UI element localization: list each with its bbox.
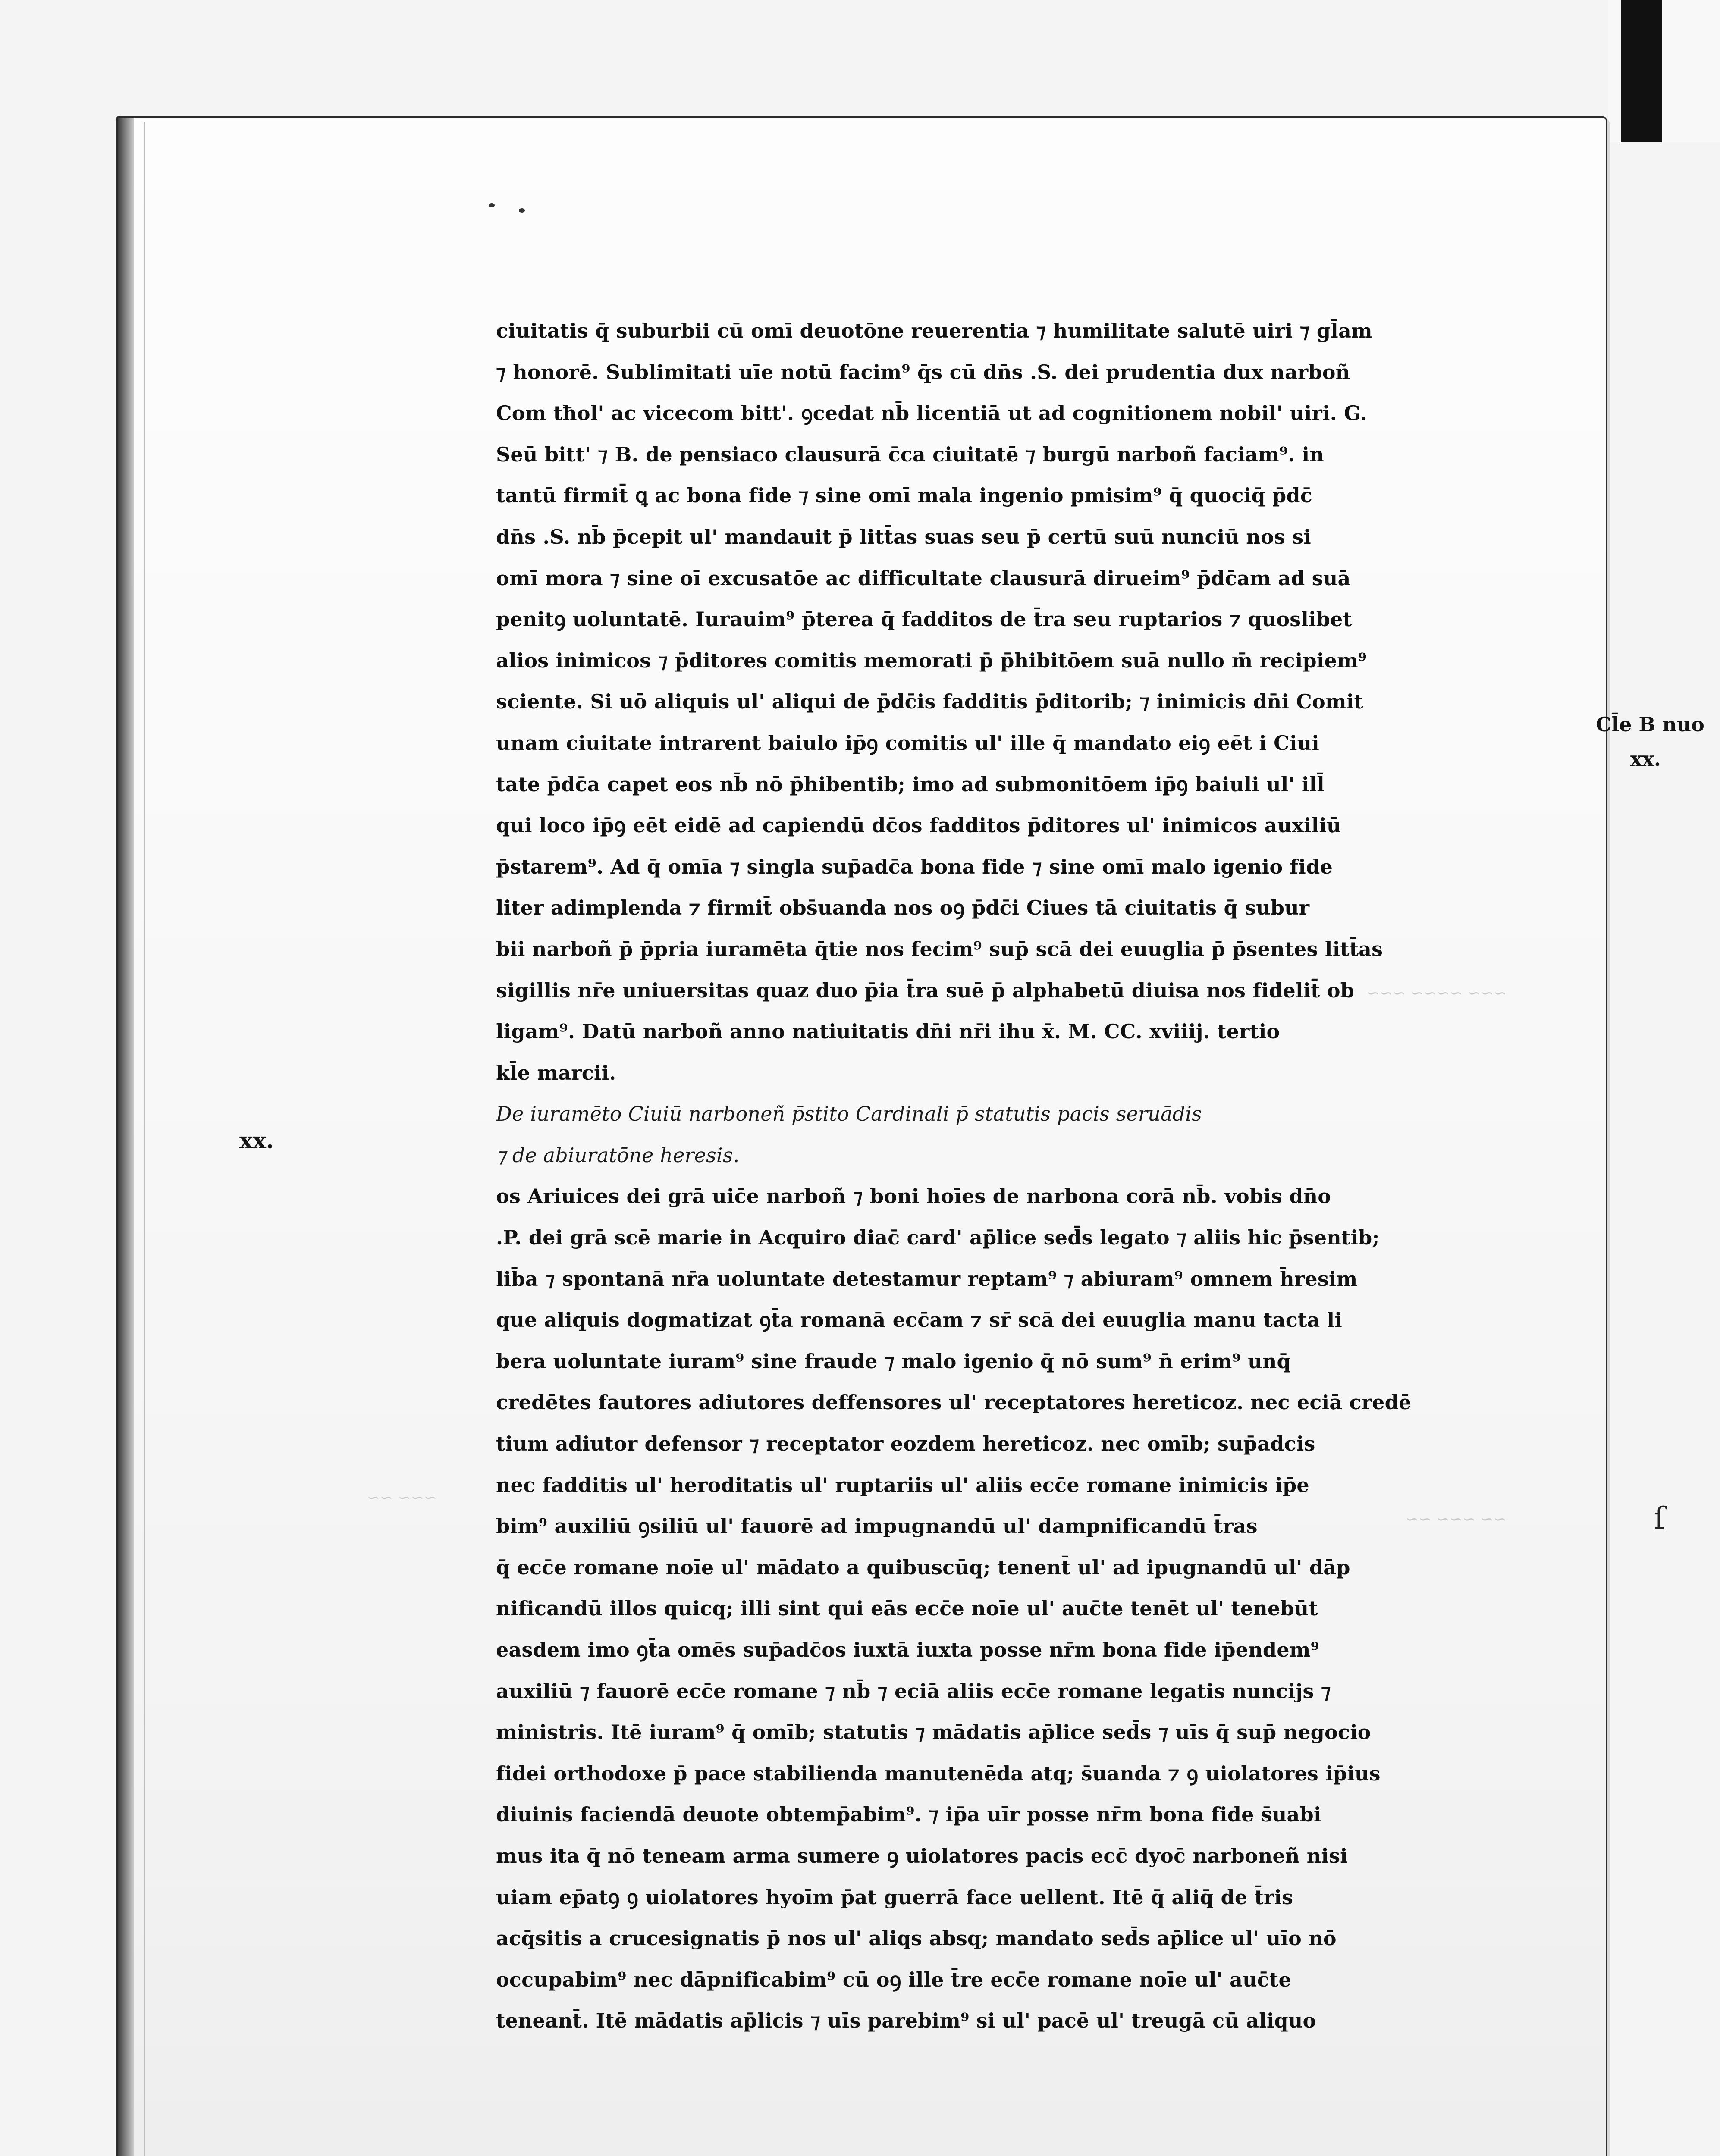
- text-line: fidei orthodoxe p̄ pace stabilienda manutenēda atq; s̄uanda ⁊ ꝯ uiolatores ip̄ius: [496, 1761, 1381, 1785]
- adjacent-leaf-edge-top: [1608, 0, 1720, 142]
- right-margin-note-line: xx.: [1630, 747, 1661, 771]
- text-line: p̄starem⁹. Ad q̄ omīa ⁊ singla sup̄adc̄a bona fide ⁊ sine omī malo igenio fide: [496, 855, 1333, 878]
- text-line: q̄ ecc̄e romane noīe ul' mādato a quibuscūq; tenent̄ ul' ad ipugnandū ul' dāp: [496, 1555, 1350, 1579]
- text-line: bii narboñ p̄ p̄pria iuramēta q̄tie nos fecim⁹ sup̄ scā dei euuglia p̄ p̄sentes litt̄as: [496, 937, 1383, 961]
- text-line: ministris. Itē iuram⁹ q̄ omīb; statutis ⁊ mādatis ap̄lice sed̄s ⁊ uīs q̄ sup̄ negocio: [496, 1720, 1371, 1744]
- text-line: easdem imo ꝯt̄a omēs sup̄adc̄os iuxtā iuxta posse nr̄m bona fide ip̄endem⁹: [496, 1638, 1319, 1661]
- text-line: mus ita q̄ nō teneam arma sumere ꝯ uiolatores pacis ecc̄ dyoc̄ narboneñ nisi: [496, 1844, 1348, 1868]
- text-line: bera uoluntate iuram⁹ sine fraude ⁊ malo igenio q̄ nō sum⁹ n̄ erim⁹ unq̄: [496, 1349, 1291, 1373]
- text-line: teneant̄. Itē mādatis ap̄licis ⁊ uīs parebim⁹ si ul' pacē ul' treugā cū aliquo: [496, 2009, 1316, 2033]
- right-margin-note-line: Cl̄e B nuo: [1596, 713, 1704, 736]
- gutter-line: [144, 122, 145, 2156]
- text-line: nec fadditis ul' heroditatis ul' ruptariis ul' aliis ecc̄e romane inimicis ip̄e: [496, 1473, 1309, 1497]
- text-line: Seū bitt' ⁊ B. de pensiaco clausurā c̄ca ciuitatē ⁊ burgū narboñ faciam⁹. in: [496, 442, 1324, 466]
- text-line: qui loco ip̄ꝯ eēt eidē ad capiendū dc̄os fadditos p̄ditores ul' inimicos auxiliū: [496, 814, 1341, 837]
- text-line: occupabim⁹ nec dāpnificabim⁹ cū oꝯ ille t̄re ecc̄e romane noīe ul' auc̄te: [496, 1968, 1291, 1991]
- left-margin-note: xx.: [239, 1128, 274, 1154]
- text-line: unam ciuitate intrarent baiulo ip̄ꝯ comitis ul' ille q̄ mandato eiꝯ eēt i Ciui: [496, 731, 1319, 755]
- ink-speck: [519, 208, 525, 213]
- text-line: omī mora ⁊ sine oī excusatōe ac difficultate clausurā dirueim⁹ p̄dc̄am ad suā: [496, 566, 1351, 590]
- text-line: tium adiutor defensor ⁊ receptator eozdem hereticoz. nec omīb; sup̄adcis: [496, 1432, 1315, 1456]
- text-line: auxiliū ⁊ fauorē ecc̄e romane ⁊ nb̄ ⁊ eciā aliis ecc̄e romane legatis nuncijs ⁊: [496, 1679, 1331, 1703]
- show-through-ink: ~~ ~~~ ~~: [1405, 1510, 1507, 1528]
- text-line: ⁊ honorē. Sublimitati uīe notū facim⁹ q̄s cū dn̄s .S. dei prudentia dux narboñ: [496, 360, 1350, 384]
- text-line: os Ariuices dei grā uic̄e narboñ ⁊ boni hoīes de narbona corā nb̄. vobis dn̄o: [496, 1185, 1331, 1208]
- text-line: ligam⁹. Datū narboñ anno natiuitatis dn̄i nr̄i ihu x̄. M. CC. xviiij. tertio: [496, 1020, 1280, 1044]
- text-line: uiam ep̄atꝯ ꝯ uiolatores hyoīm p̄at guerrā face uellent. Itē q̄ aliq̄ de t̄ris: [496, 1885, 1293, 1909]
- text-line: bim⁹ auxiliū ꝯsiliū ul' fauorē ad impugnandū ul' dampnificandū t̄ras: [496, 1514, 1258, 1538]
- text-line: kl̄e marcii.: [496, 1061, 616, 1084]
- manuscript-text-block: [496, 310, 1497, 2042]
- text-line: sigillis nr̄e uniuersitas quaz duo p̄ia t̄ra suē p̄ alphabetū diuisa nos fidelit̄ ob: [496, 978, 1355, 1002]
- text-line: liter adimplenda ⁊ firmit̄ obs̄uanda nos oꝯ p̄dc̄i Ciues tā ciuitatis q̄ subur: [496, 896, 1310, 920]
- show-through-ink: ~~~ ~~~~ ~~~: [1366, 984, 1507, 1002]
- text-line: tantū firmit̄ ꝗ ac bona fide ⁊ sine omī mala ingenio pmisim⁹ q̄ quociq̄ p̄dc̄: [496, 484, 1312, 508]
- text-line: penitꝯ uoluntatē. Iurauim⁹ p̄terea q̄ fadditos de t̄ra seu ruptarios ⁊ quoslibet: [496, 608, 1352, 631]
- text-line: nificandū illos quicq; illi sint qui eās ecc̄e noīe ul' auc̄te tenēt ul' tenebūt: [496, 1597, 1318, 1620]
- text-line: dn̄s .S. nb̄ p̄cepit ul' mandauit p̄ litt̄as suas seu p̄ certū suū nunciū nos si: [496, 525, 1311, 548]
- text-line: Com tħol' ac vicecom bitt'. ꝯcedat nb̄ licentiā ut ad cognitionem nobil' uiri. G.: [496, 401, 1368, 425]
- text-line: diuinis faciendā deuote obtemp̄abim⁹. ⁊ ip̄a uīr posse nr̄m bona fide s̄uabi: [496, 1803, 1321, 1827]
- binding-spine: [118, 118, 134, 2156]
- text-line: credētes fautores adiutores deffensores ul' receptatores hereticoz. nec eciā credē: [496, 1391, 1412, 1414]
- text-line: sciente. Si uō aliquis ul' aliqui de p̄dc̄is fadditis p̄ditorib; ⁊ inimicis dn̄i Comit: [496, 690, 1363, 714]
- show-through-ink: ~~~ ~~: [367, 1489, 437, 1507]
- text-line: ciuitatis q̄ suburbii cū omī deuotōne reuerentia ⁊ humilitate salutē uiri ⁊ gl̄am: [496, 319, 1372, 342]
- text-line: .P. dei grā scē marie in Acquiro diac̄ card' ap̄lice sed̄s legato ⁊ aliis hic p̄sentib;: [496, 1226, 1380, 1250]
- text-line: acq̄sitis a crucesignatis p̄ nos ul' aliqs absq; mandato sed̄s ap̄lice ul' uīo nō: [496, 1927, 1337, 1950]
- ink-speck: [489, 203, 495, 207]
- text-line: lib̄a ⁊ spontanā nr̄a uoluntate detestamur reptam⁹ ⁊ abiuram⁹ omnem h̄resim: [496, 1267, 1358, 1291]
- margin-mark-icon: ſ: [1654, 1501, 1665, 1536]
- text-line: que aliquis dogmatizat ꝯt̄a romanā ecc̄am ⁊ sr̄ scā dei euuglia manu tacta li: [496, 1308, 1343, 1332]
- right-margin-note: [1596, 707, 1708, 776]
- rubric-heading-line: ⁊ de abiuratōne heresis.: [496, 1143, 740, 1167]
- rubric-heading-line: De iuramēto Ciuiū narboneñ p̄stito Cardinali p̄ statutis pacis seruādis: [496, 1102, 1202, 1126]
- text-line: tate p̄dc̄a capet eos nb̄ nō p̄hibentib; imo ad submonitōem ip̄ꝯ baiuli ul' ill̄: [496, 772, 1325, 796]
- text-line: alios inimicos ⁊ p̄ditores comitis memorati p̄ p̄hibitōem suā nullo m̄ recipiem⁹: [496, 649, 1367, 672]
